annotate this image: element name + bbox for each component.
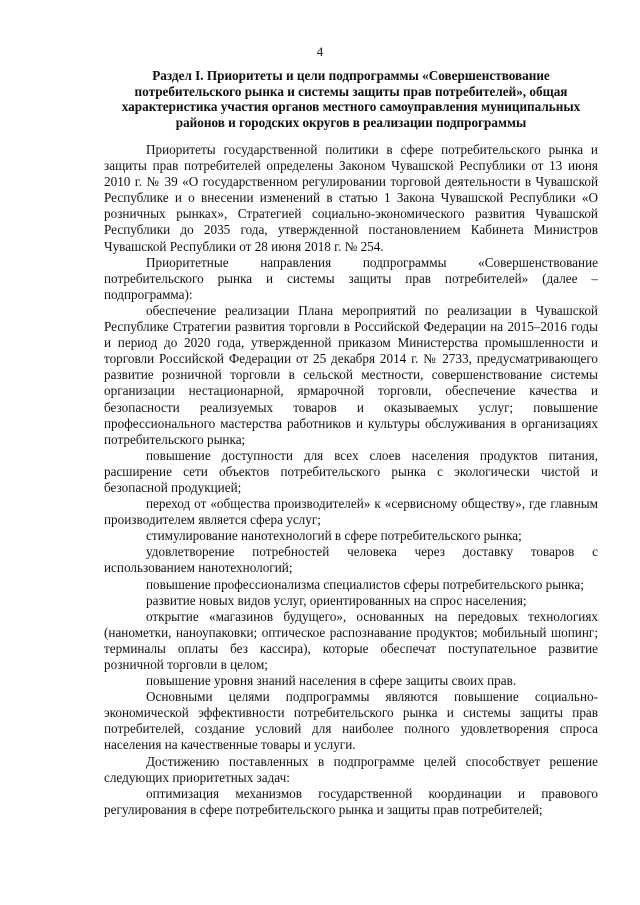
section-heading: Раздел I. Приоритеты и цели подпрограммы «Совершенствование потребительского рынка и системы защиты прав потребителей», общая характеристика участия органов местного самоуправления муниципальных районов и городских округов в реализации подпрограммы [121, 68, 581, 130]
paragraph: Достижению поставленных в подпрограмме целей способствует решение следующих приоритетных задач: [104, 753, 598, 785]
paragraph: оптимизация механизмов государственной координации и правового регулирования в сфере потребительского рынка и защиты прав потребителей; [104, 785, 598, 817]
paragraph: обеспечение реализации Плана мероприятий по реализации в Чувашской Республике Стратегии развития торговли в Российской Федерации на 2015–2016 годы и период до 2020 года, утвержденной приказом Министерства промышленности и торговли Российской Федерации от 25 декабря 2014 г. № 2733, предусматривающего развитие розничной торговли в сельской местности, совершенствование системы организации нестационарной, ярмарочной торговли, обеспечение качества и безопасности реализуемых товаров и оказываемых услуг; повышение профессионального мастерства работников и культуры обслуживания в организациях потребительского рынка; [104, 302, 598, 447]
paragraph: стимулирование нанотехнологий в сфере потребительского рынка; [146, 528, 522, 544]
paragraph: развитие новых видов услуг, ориентированных на спрос населения; [146, 592, 527, 608]
paragraph: повышение профессионализма специалистов сферы потребительского рынка; [146, 576, 584, 592]
paragraph: Основными целями подпрограммы являются повышение социально-экономической эффективности потребительского рынка и системы защиты прав потребителей, создание условий для наиболее полного удовлетворения спроса населения на качественные товары и услуги. [104, 689, 598, 753]
paragraph: открытие «магазинов будущего», основанных на передовых технологиях (нанометки, наноупаковки; оптическое распознавание продуктов; мобильный шопинг; терминалы оплаты без кассира), которые обеспечат поступательное развитие розничной торговли в целом; [104, 608, 598, 672]
paragraph: удовлетворение потребностей человека через доставку товаров с использованием нанотехнологий; [104, 544, 598, 576]
paragraph: повышение доступности для всех слоев населения продуктов питания, расширение сети объектов потребительского рынка с экологически чистой и безопасной продукцией; [104, 447, 598, 495]
paragraph: Приоритеты государственной политики в сфере потребительского рынка и защиты прав потребителей определены Законом Чувашской Республики от 13 июня 2010 г. № 39 «О государственном регулировании торговой деятельности в Чувашской Республике и о внесении изменений в статью 1 Закона Чувашской Республики «О розничных рынках», Стратегией социально-экономического развития Чувашской Республики до 2035 года, утвержденной постановлением Кабинета Министров Чувашской Республики от 28 июня 2018 г. № 254. [104, 142, 598, 254]
paragraph: переход от «общества производителей» к «сервисному обществу», где главным производителем является сфера услуг; [104, 496, 598, 528]
body-text [104, 142, 598, 818]
page-number: 4 [316, 44, 324, 59]
paragraph: повышение уровня знаний населения в сфере защиты своих прав. [146, 673, 517, 689]
paragraph: Приоритетные направления подпрограммы «Совершенствование потребительского рынка и системы защиты прав потребителей» (далее – подпрограмма): [104, 254, 598, 302]
